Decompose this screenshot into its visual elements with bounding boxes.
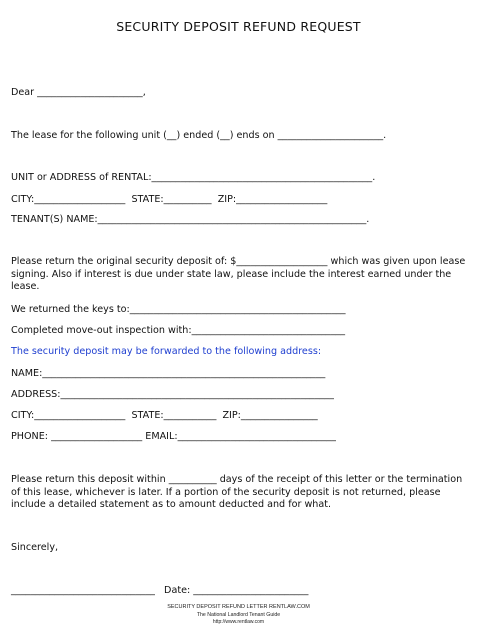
return-deadline-paragraph: Please return this deposit within __________ days of the receipt of this letter or the termination of this lease, whichever is later. If a portion of the security deposit is not returned, please include a detailed statement as to amount deducted and for what. <box>11 474 463 510</box>
closing-text: Sincerely, <box>11 542 59 553</box>
tenant-name-line: TENANT(S) NAME:________________________________________________________. <box>11 214 370 225</box>
document-title: SECURITY DEPOSIT REFUND REQUEST <box>116 19 361 34</box>
forward-address-line: ADDRESS:_________________________________________________________ <box>11 389 334 400</box>
rental-address-line: UNIT or ADDRESS of RENTAL:______________________________________________. <box>11 172 376 183</box>
forward-phone-email-line: PHONE: ___________________ EMAIL:_________________________________ <box>11 431 336 442</box>
signature-date-line: ______________________________ Date: ________________________ <box>11 585 309 596</box>
forward-city-state-zip-line: CITY:___________________ STATE:___________ ZIP:________________ <box>11 410 318 421</box>
forward-name-line: NAME:___________________________________________________________ <box>11 368 326 379</box>
inspection-line: Completed move-out inspection with:________________________________ <box>11 325 346 336</box>
footer-title: SECURITY DEPOSIT REFUND LETTER RENTLAW.COM <box>167 604 310 610</box>
footer-subtitle: The National Landlord Tenant Guide <box>196 612 281 618</box>
lease-status-line: The lease for the following unit (__) ended (__) ends on ______________________. <box>11 130 387 141</box>
salutation-line: Dear ______________________, <box>11 87 146 98</box>
forward-address-notice: The security deposit may be forwarded to the following address: <box>11 346 322 357</box>
keys-returned-line: We returned the keys to:_____________________________________________ <box>11 304 346 315</box>
footer-url: http://www.rentlaw.com <box>212 619 265 625</box>
city-state-zip-line: CITY:___________________ STATE:__________ ZIP:___________________ <box>11 194 328 205</box>
deposit-paragraph: Please return the original security deposit of: $___________________ which was given upon lease signing. Also if interest is due under state law, please include the interest earned under the lease. <box>11 256 466 292</box>
